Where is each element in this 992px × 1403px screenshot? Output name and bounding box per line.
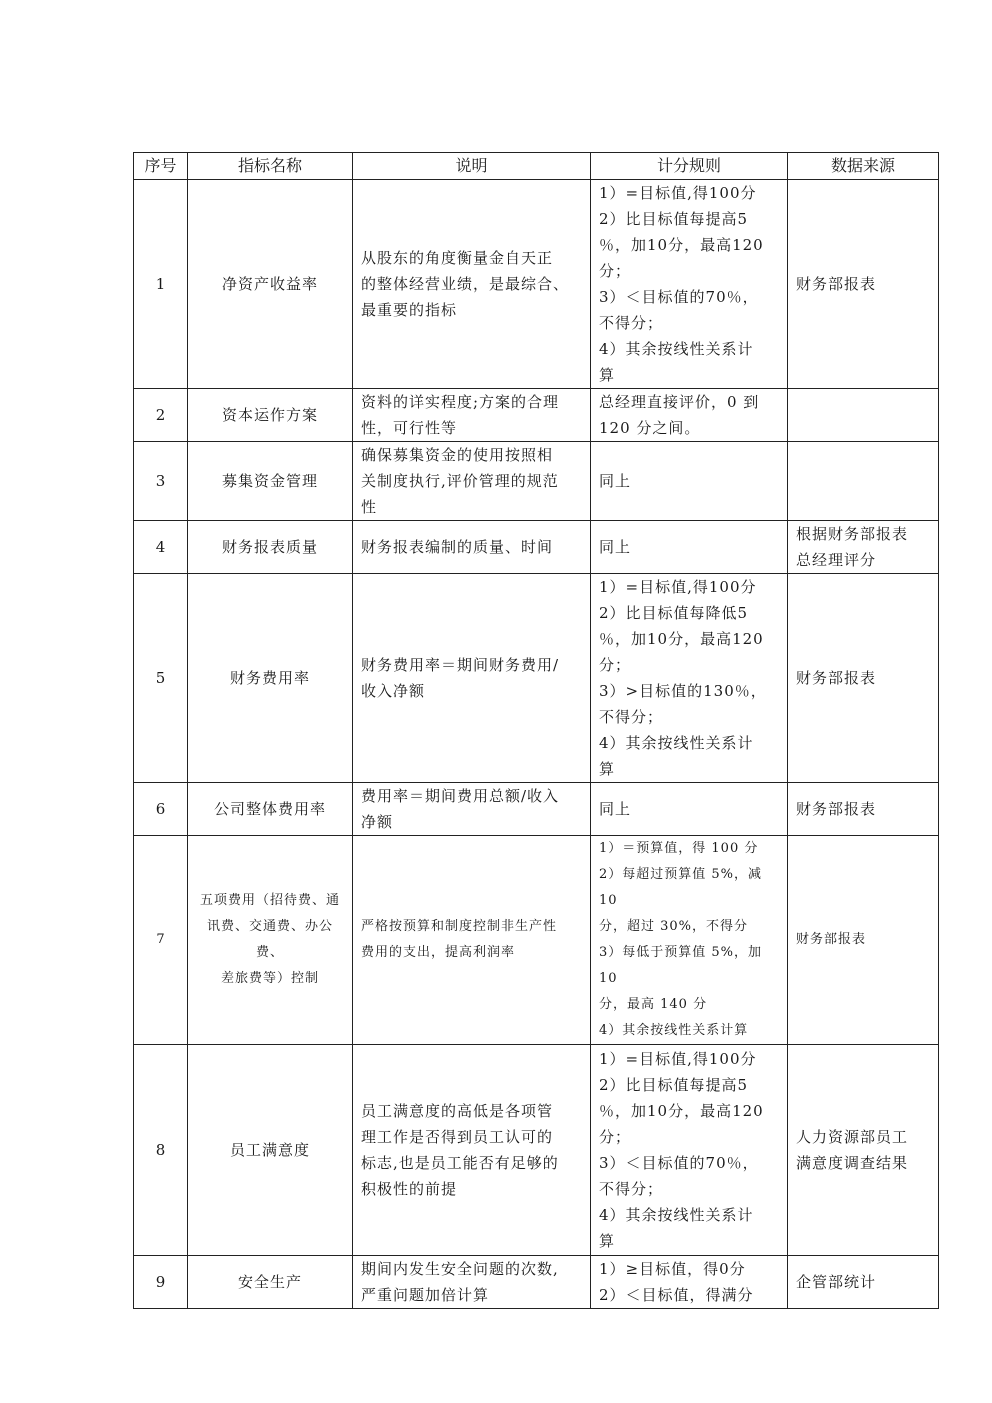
cell-name-line: 财务报表质量: [221, 538, 318, 556]
cell-rule-line: 2）每超过预算值 5%，减 10: [599, 867, 768, 908]
cell-rule: [591, 574, 788, 783]
cell-name: [188, 783, 353, 836]
cell-source-line: 总经理评分: [796, 551, 877, 569]
header-no: 序号: [134, 153, 188, 180]
cell-desc-line: 严重问题加倍计算: [361, 1286, 490, 1304]
cell-source: [788, 1256, 939, 1309]
cell-no: 3: [134, 442, 188, 521]
cell-name: [188, 836, 353, 1045]
cell-rule-line: 3）＜目标值的70％，: [599, 1154, 759, 1172]
cell-name-line: 五项费用（招待费、通: [199, 893, 340, 908]
cell-desc-line: 关制度执行,评价管理的规范: [361, 472, 559, 490]
cell-rule-line: 分；: [599, 1128, 632, 1146]
cell-no: 5: [134, 574, 188, 783]
cell-source: [788, 574, 939, 783]
cell-desc-line: 费用的支出，提高利润率: [361, 945, 516, 960]
cell-desc: [353, 180, 591, 389]
cell-rule: [591, 783, 788, 836]
cell-source: [788, 442, 939, 521]
cell-rule-line: 分，超过 30%，不得分: [599, 919, 749, 934]
cell-desc-line: 标志,也是员工能否有足够的: [361, 1154, 559, 1172]
cell-no: 6: [134, 783, 188, 836]
cell-rule-line: 算: [599, 366, 616, 384]
cell-rule-line: 同上: [599, 800, 632, 818]
cell-desc-line: 最重要的指标: [361, 301, 458, 319]
cell-rule-line: 3）＜目标值的70％，: [599, 288, 759, 306]
cell-rule-line: 4）其余按线性关系计: [599, 340, 754, 358]
cell-rule-line: 4）其余按线性关系计算: [599, 1023, 749, 1038]
cell-name-line: 讯费、交通费、办公费、: [206, 919, 333, 960]
table-body: [134, 180, 939, 1309]
cell-desc: [353, 442, 591, 521]
cell-desc-line: 积极性的前提: [361, 1180, 458, 1198]
cell-rule-line: 分；: [599, 262, 632, 280]
cell-rule: [591, 389, 788, 442]
cell-rule-line: 3）>目标值的130％，: [599, 682, 767, 700]
cell-rule-line: 1）＝预算值，得 100 分: [599, 841, 759, 856]
cell-rule-line: ％，加10分，最高120: [599, 1102, 764, 1120]
cell-source: [788, 836, 939, 1045]
cell-desc: [353, 389, 591, 442]
cell-name: [188, 180, 353, 389]
cell-name: [188, 521, 353, 574]
cell-name: [188, 1256, 353, 1309]
table-row: [134, 836, 939, 1045]
table-row: [134, 574, 939, 783]
cell-rule-line: ％，加10分，最高120: [599, 236, 764, 254]
cell-name: [188, 1045, 353, 1256]
cell-rule: [591, 1045, 788, 1256]
cell-rule: [591, 442, 788, 521]
cell-source: [788, 783, 939, 836]
cell-rule-line: 120 分之间。: [599, 419, 701, 437]
cell-name-line: 净资产收益率: [221, 275, 318, 293]
cell-name-line: 差旅费等）控制: [220, 971, 319, 986]
cell-name: [188, 574, 353, 783]
cell-rule-line: 1）=目标值,得100分: [599, 184, 757, 202]
cell-source: [788, 1045, 939, 1256]
cell-desc: [353, 783, 591, 836]
cell-desc: [353, 574, 591, 783]
cell-rule-line: 1）≥目标值，得0分: [599, 1260, 746, 1278]
cell-desc-line: 财务报表编制的质量、时间: [361, 538, 554, 556]
table-row: [134, 783, 939, 836]
cell-desc-line: 的整体经营业绩，是最综合、: [361, 275, 570, 293]
cell-source-line: 财务部报表: [796, 669, 877, 687]
table-row: [134, 180, 939, 389]
cell-source: [788, 389, 939, 442]
table-row: [134, 442, 939, 521]
cell-rule-line: 同上: [599, 538, 632, 556]
cell-desc-line: 性: [361, 498, 378, 516]
cell-desc: [353, 1256, 591, 1309]
cell-source-line: 人力资源部员工: [796, 1128, 909, 1146]
cell-name: [188, 389, 353, 442]
cell-rule-line: 不得分；: [599, 1180, 664, 1198]
cell-rule-line: 算: [599, 1232, 616, 1250]
cell-source: [788, 180, 939, 389]
cell-rule-line: 不得分；: [599, 314, 664, 332]
cell-desc-line: 费用率＝期间费用总额/收入: [361, 787, 560, 805]
cell-source-line: 财务部报表: [796, 800, 877, 818]
table-header-row: [134, 153, 939, 180]
cell-rule: [591, 1256, 788, 1309]
cell-source-line: 财务部报表: [796, 275, 877, 293]
cell-source-line: 根据财务部报表: [796, 525, 909, 543]
kpi-table: [133, 152, 939, 1309]
table-row: [134, 521, 939, 574]
header-desc: 说明: [353, 153, 591, 180]
header-name: 指标名称: [188, 153, 353, 180]
cell-rule-line: 4）其余按线性关系计: [599, 1206, 754, 1224]
table-row: [134, 1045, 939, 1256]
cell-rule-line: 2）比目标值每提高5: [599, 210, 749, 228]
cell-source: [788, 521, 939, 574]
cell-source-line: 财务部报表: [796, 932, 867, 947]
cell-rule-line: ％，加10分，最高120: [599, 630, 764, 648]
cell-rule: [591, 180, 788, 389]
cell-desc-line: 确保募集资金的使用按照相: [361, 446, 554, 464]
cell-no: 8: [134, 1045, 188, 1256]
cell-rule-line: 同上: [599, 472, 632, 490]
cell-no: 9: [134, 1256, 188, 1309]
cell-name-line: 募集资金管理: [221, 472, 318, 490]
cell-name-line: 员工满意度: [229, 1141, 310, 1159]
cell-rule: [591, 521, 788, 574]
cell-desc: [353, 1045, 591, 1256]
cell-rule-line: 4）其余按线性关系计: [599, 734, 754, 752]
cell-rule-line: 1）=目标值,得100分: [599, 578, 757, 596]
table-row: [134, 389, 939, 442]
cell-desc-line: 严格按预算和制度控制非生产性: [361, 919, 558, 934]
cell-rule-line: 算: [599, 760, 616, 778]
cell-desc-line: 性，可行性等: [361, 419, 458, 437]
cell-source-line: 企管部统计: [796, 1273, 877, 1291]
cell-rule-line: 2）比目标值每提高5: [599, 1076, 749, 1094]
cell-rule: [591, 836, 788, 1045]
cell-desc-line: 从股东的角度衡量金自天正: [361, 249, 554, 267]
cell-rule-line: 分，最高 140 分: [599, 997, 708, 1012]
cell-rule-line: 2）＜目标值，得满分: [599, 1286, 754, 1304]
cell-desc-line: 资料的详实程度;方案的合理: [361, 393, 560, 411]
cell-no: 1: [134, 180, 188, 389]
cell-desc-line: 期间内发生安全问题的次数,: [361, 1260, 559, 1278]
cell-name: [188, 442, 353, 521]
header-rule: 计分规则: [591, 153, 788, 180]
cell-rule-line: 2）比目标值每降低5: [599, 604, 749, 622]
cell-rule-line: 总经理直接评价，0 到: [599, 393, 760, 411]
cell-name-line: 资本运作方案: [221, 406, 318, 424]
header-source: 数据来源: [788, 153, 939, 180]
cell-rule-line: 3）每低于预算值 5%，加 10: [599, 945, 768, 986]
cell-desc-line: 理工作是否得到员工认可的: [361, 1128, 554, 1146]
cell-name-line: 公司整体费用率: [213, 800, 326, 818]
cell-desc-line: 财务费用率＝期间财务费用/: [361, 656, 560, 674]
cell-no: 7: [134, 836, 188, 1045]
cell-rule-line: 分；: [599, 656, 632, 674]
table-row: [134, 1256, 939, 1309]
cell-no: 4: [134, 521, 188, 574]
cell-desc: [353, 521, 591, 574]
cell-desc-line: 员工满意度的高低是各项管: [361, 1102, 554, 1120]
cell-rule-line: 不得分；: [599, 708, 664, 726]
cell-desc: [353, 836, 591, 1045]
cell-no: 2: [134, 389, 188, 442]
cell-name-line: 安全生产: [237, 1273, 302, 1291]
cell-name-line: 财务费用率: [229, 669, 310, 687]
cell-desc-line: 净额: [361, 813, 394, 831]
cell-source-line: 满意度调查结果: [796, 1154, 909, 1172]
cell-rule-line: 1）=目标值,得100分: [599, 1050, 757, 1068]
cell-desc-line: 收入净额: [361, 682, 426, 700]
